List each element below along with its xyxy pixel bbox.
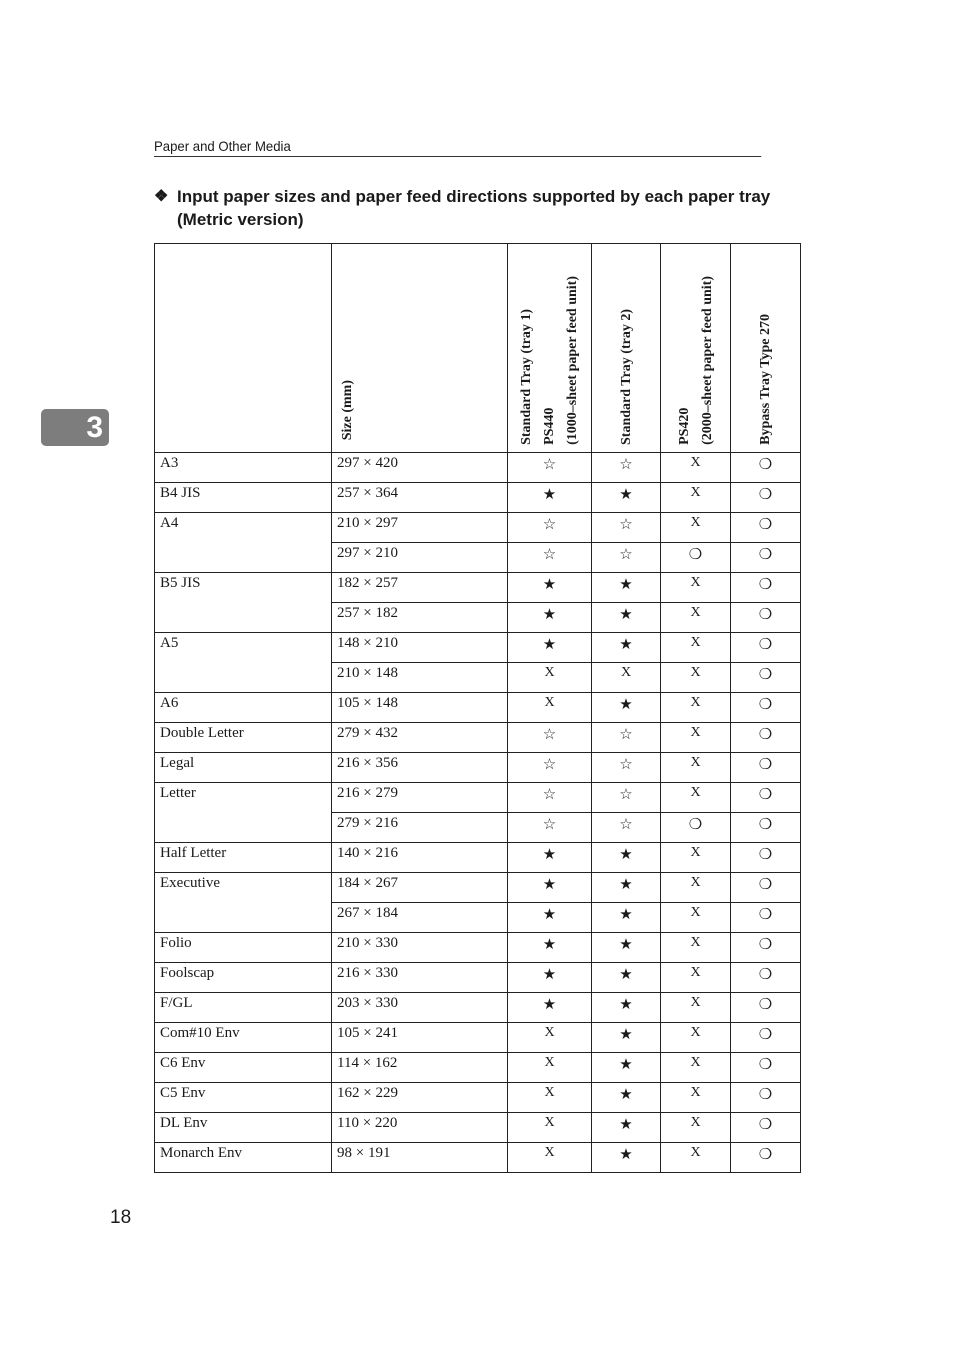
header-bypass-label: Bypass Tray Type 270 (758, 314, 773, 445)
section-heading (154, 185, 800, 231)
ps420-cell: X (661, 933, 731, 963)
paper-name-cell: Executive (155, 873, 332, 933)
table-row (155, 1113, 801, 1143)
tray2-cell: ★ (592, 963, 661, 993)
ps420-cell: X (661, 483, 731, 513)
tray2-cell: ☆ (592, 543, 661, 573)
size-cell: 148 × 210 (332, 633, 508, 663)
table-row (155, 483, 801, 513)
tray1-cell: ★ (508, 963, 592, 993)
ps420-cell: X (661, 573, 731, 603)
bypass-cell: ❍ (731, 753, 801, 783)
paper-name-cell: B5 JIS (155, 573, 332, 633)
paper-name-cell: F/GL (155, 993, 332, 1023)
paper-size-table (154, 243, 801, 1173)
size-cell: 140 × 216 (332, 843, 508, 873)
paper-name-cell: B4 JIS (155, 483, 332, 513)
tray1-cell: X (508, 1113, 592, 1143)
bypass-cell: ❍ (731, 1053, 801, 1083)
size-cell: 98 × 191 (332, 1143, 508, 1173)
tray2-cell: ★ (592, 633, 661, 663)
ps420-cell: X (661, 843, 731, 873)
tray1-cell: X (508, 663, 592, 693)
tray1-cell: ☆ (508, 753, 592, 783)
tray1-cell: X (508, 1143, 592, 1173)
size-cell: 110 × 220 (332, 1113, 508, 1143)
bypass-cell: ❍ (731, 903, 801, 933)
bypass-cell: ❍ (731, 963, 801, 993)
table-row (155, 933, 801, 963)
size-cell: 216 × 330 (332, 963, 508, 993)
ps420-cell: X (661, 1083, 731, 1113)
bypass-cell: ❍ (731, 933, 801, 963)
ps420-cell: X (661, 993, 731, 1023)
tray2-cell: ★ (592, 1083, 661, 1113)
table-row (155, 1053, 801, 1083)
size-cell: 182 × 257 (332, 573, 508, 603)
table-row (155, 453, 801, 483)
running-head (154, 138, 761, 157)
table-row (155, 1083, 801, 1113)
tray2-cell: ★ (592, 573, 661, 603)
bypass-cell: ❍ (731, 513, 801, 543)
tray1-cell: ☆ (508, 543, 592, 573)
tray2-cell: ★ (592, 1053, 661, 1083)
paper-name-cell: DL Env (155, 1113, 332, 1143)
tray1-cell: ★ (508, 483, 592, 513)
size-cell: 279 × 432 (332, 723, 508, 753)
ps420-cell: X (661, 753, 731, 783)
paper-name-cell: A3 (155, 453, 332, 483)
paper-name-cell: Legal (155, 753, 332, 783)
header-ps420 (661, 244, 731, 453)
section-heading-text: Input paper sizes and paper feed directions supported by each paper tray (Metric version) (177, 187, 771, 229)
bypass-cell: ❍ (731, 1023, 801, 1053)
bypass-cell: ❍ (731, 1113, 801, 1143)
tray2-cell: ★ (592, 603, 661, 633)
bypass-cell: ❍ (731, 543, 801, 573)
header-size (332, 244, 508, 453)
ps420-cell: X (661, 873, 731, 903)
tray2-cell: ★ (592, 1143, 661, 1173)
ps420-cell: X (661, 603, 731, 633)
tray1-cell: ★ (508, 903, 592, 933)
paper-name-cell: A4 (155, 513, 332, 573)
tray1-cell: X (508, 1053, 592, 1083)
table-row (155, 693, 801, 723)
tray1-cell: X (508, 693, 592, 723)
tray2-cell: ☆ (592, 723, 661, 753)
tray1-cell: ☆ (508, 513, 592, 543)
ps420-cell: X (661, 723, 731, 753)
tray2-cell: ★ (592, 693, 661, 723)
table-header-row (155, 244, 801, 453)
tray1-cell: ★ (508, 603, 592, 633)
bypass-cell: ❍ (731, 843, 801, 873)
table-row (155, 843, 801, 873)
size-cell: 210 × 330 (332, 933, 508, 963)
tray2-cell: ★ (592, 873, 661, 903)
size-cell: 216 × 279 (332, 783, 508, 813)
size-cell: 297 × 420 (332, 453, 508, 483)
paper-name-cell: Foolscap (155, 963, 332, 993)
bypass-cell: ❍ (731, 603, 801, 633)
bypass-cell: ❍ (731, 453, 801, 483)
bypass-cell: ❍ (731, 783, 801, 813)
size-cell: 257 × 364 (332, 483, 508, 513)
size-cell: 184 × 267 (332, 873, 508, 903)
table-row (155, 873, 801, 903)
tray2-cell: ★ (592, 993, 661, 1023)
tray1-cell: ☆ (508, 453, 592, 483)
ps420-cell: X (661, 513, 731, 543)
table-row (155, 573, 801, 603)
header-tray2 (592, 244, 661, 453)
paper-name-cell: Letter (155, 783, 332, 843)
tray1-cell: ★ (508, 633, 592, 663)
paper-name-cell: Monarch Env (155, 1143, 332, 1173)
size-cell: 203 × 330 (332, 993, 508, 1023)
tray1-cell: X (508, 1083, 592, 1113)
tray1-cell: ★ (508, 873, 592, 903)
ps420-cell: X (661, 963, 731, 993)
tray1-cell: ★ (508, 933, 592, 963)
size-cell: 267 × 184 (332, 903, 508, 933)
tray2-cell: ☆ (592, 783, 661, 813)
header-size-label: Size (mm) (340, 379, 355, 440)
ps420-cell: X (661, 1143, 731, 1173)
tray1-cell: ★ (508, 993, 592, 1023)
bypass-cell: ❍ (731, 483, 801, 513)
tray2-cell: X (592, 663, 661, 693)
size-cell: 105 × 148 (332, 693, 508, 723)
size-cell: 114 × 162 (332, 1053, 508, 1083)
tray2-cell: ★ (592, 1113, 661, 1143)
ps420-cell: X (661, 453, 731, 483)
tray2-cell: ★ (592, 483, 661, 513)
header-name-empty (155, 244, 332, 453)
bypass-cell: ❍ (731, 1143, 801, 1173)
ps420-cell: X (661, 1023, 731, 1053)
paper-name-cell: A6 (155, 693, 332, 723)
size-cell: 216 × 356 (332, 753, 508, 783)
chapter-tab: 3 (41, 409, 109, 446)
tray1-cell: ☆ (508, 723, 592, 753)
tray2-cell: ☆ (592, 453, 661, 483)
tray2-cell: ★ (592, 1023, 661, 1053)
ps420-cell: X (661, 783, 731, 813)
bypass-cell: ❍ (731, 813, 801, 843)
ps420-cell: ❍ (661, 543, 731, 573)
header-tray2-label: Standard Tray (tray 2) (618, 309, 634, 445)
table-row (155, 1143, 801, 1173)
size-cell: 210 × 297 (332, 513, 508, 543)
tray1-cell: ☆ (508, 783, 592, 813)
ps420-cell: X (661, 903, 731, 933)
ps420-cell: ❍ (661, 813, 731, 843)
paper-name-cell: Half Letter (155, 843, 332, 873)
tray2-cell: ☆ (592, 753, 661, 783)
bypass-cell: ❍ (731, 993, 801, 1023)
table-row (155, 1023, 801, 1053)
bypass-cell: ❍ (731, 1083, 801, 1113)
ps420-cell: X (661, 1053, 731, 1083)
header-bypass (731, 244, 801, 453)
diamond-bullet-icon: ❖ (154, 188, 169, 205)
ps420-cell: X (661, 663, 731, 693)
ps420-cell: X (661, 1113, 731, 1143)
paper-name-cell: Com#10 Env (155, 1023, 332, 1053)
paper-name-cell: C6 Env (155, 1053, 332, 1083)
tray1-cell: ★ (508, 573, 592, 603)
header-tray1-label: Standard Tray (tray 1) PS440 (1000–sheet paper feed unit) (519, 276, 580, 445)
size-cell: 105 × 241 (332, 1023, 508, 1053)
bypass-cell: ❍ (731, 633, 801, 663)
size-cell: 210 × 148 (332, 663, 508, 693)
size-cell: 297 × 210 (332, 543, 508, 573)
size-cell: 162 × 229 (332, 1083, 508, 1113)
tray1-cell: ★ (508, 843, 592, 873)
ps420-cell: X (661, 633, 731, 663)
bypass-cell: ❍ (731, 573, 801, 603)
bypass-cell: ❍ (731, 873, 801, 903)
bypass-cell: ❍ (731, 723, 801, 753)
table-row (155, 963, 801, 993)
ps420-cell: X (661, 693, 731, 723)
table-row (155, 723, 801, 753)
tray2-cell: ★ (592, 843, 661, 873)
paper-name-cell: Folio (155, 933, 332, 963)
table-row (155, 993, 801, 1023)
running-head-text: Paper and Other Media (154, 138, 291, 154)
bypass-cell: ❍ (731, 663, 801, 693)
table-row (155, 633, 801, 663)
tray2-cell: ☆ (592, 513, 661, 543)
paper-name-cell: C5 Env (155, 1083, 332, 1113)
tray2-cell: ☆ (592, 813, 661, 843)
size-cell: 257 × 182 (332, 603, 508, 633)
header-ps420-label: PS420 (2000–sheet paper feed unit) (676, 276, 715, 445)
page-number: 18 (110, 1207, 132, 1228)
tray1-cell: ☆ (508, 813, 592, 843)
tray2-cell: ★ (592, 933, 661, 963)
table-row (155, 753, 801, 783)
bypass-cell: ❍ (731, 693, 801, 723)
tray2-cell: ★ (592, 903, 661, 933)
table-row (155, 783, 801, 813)
tray1-cell: X (508, 1023, 592, 1053)
paper-name-cell: A5 (155, 633, 332, 693)
header-tray1 (508, 244, 592, 453)
table-row (155, 513, 801, 543)
paper-name-cell: Double Letter (155, 723, 332, 753)
size-cell: 279 × 216 (332, 813, 508, 843)
